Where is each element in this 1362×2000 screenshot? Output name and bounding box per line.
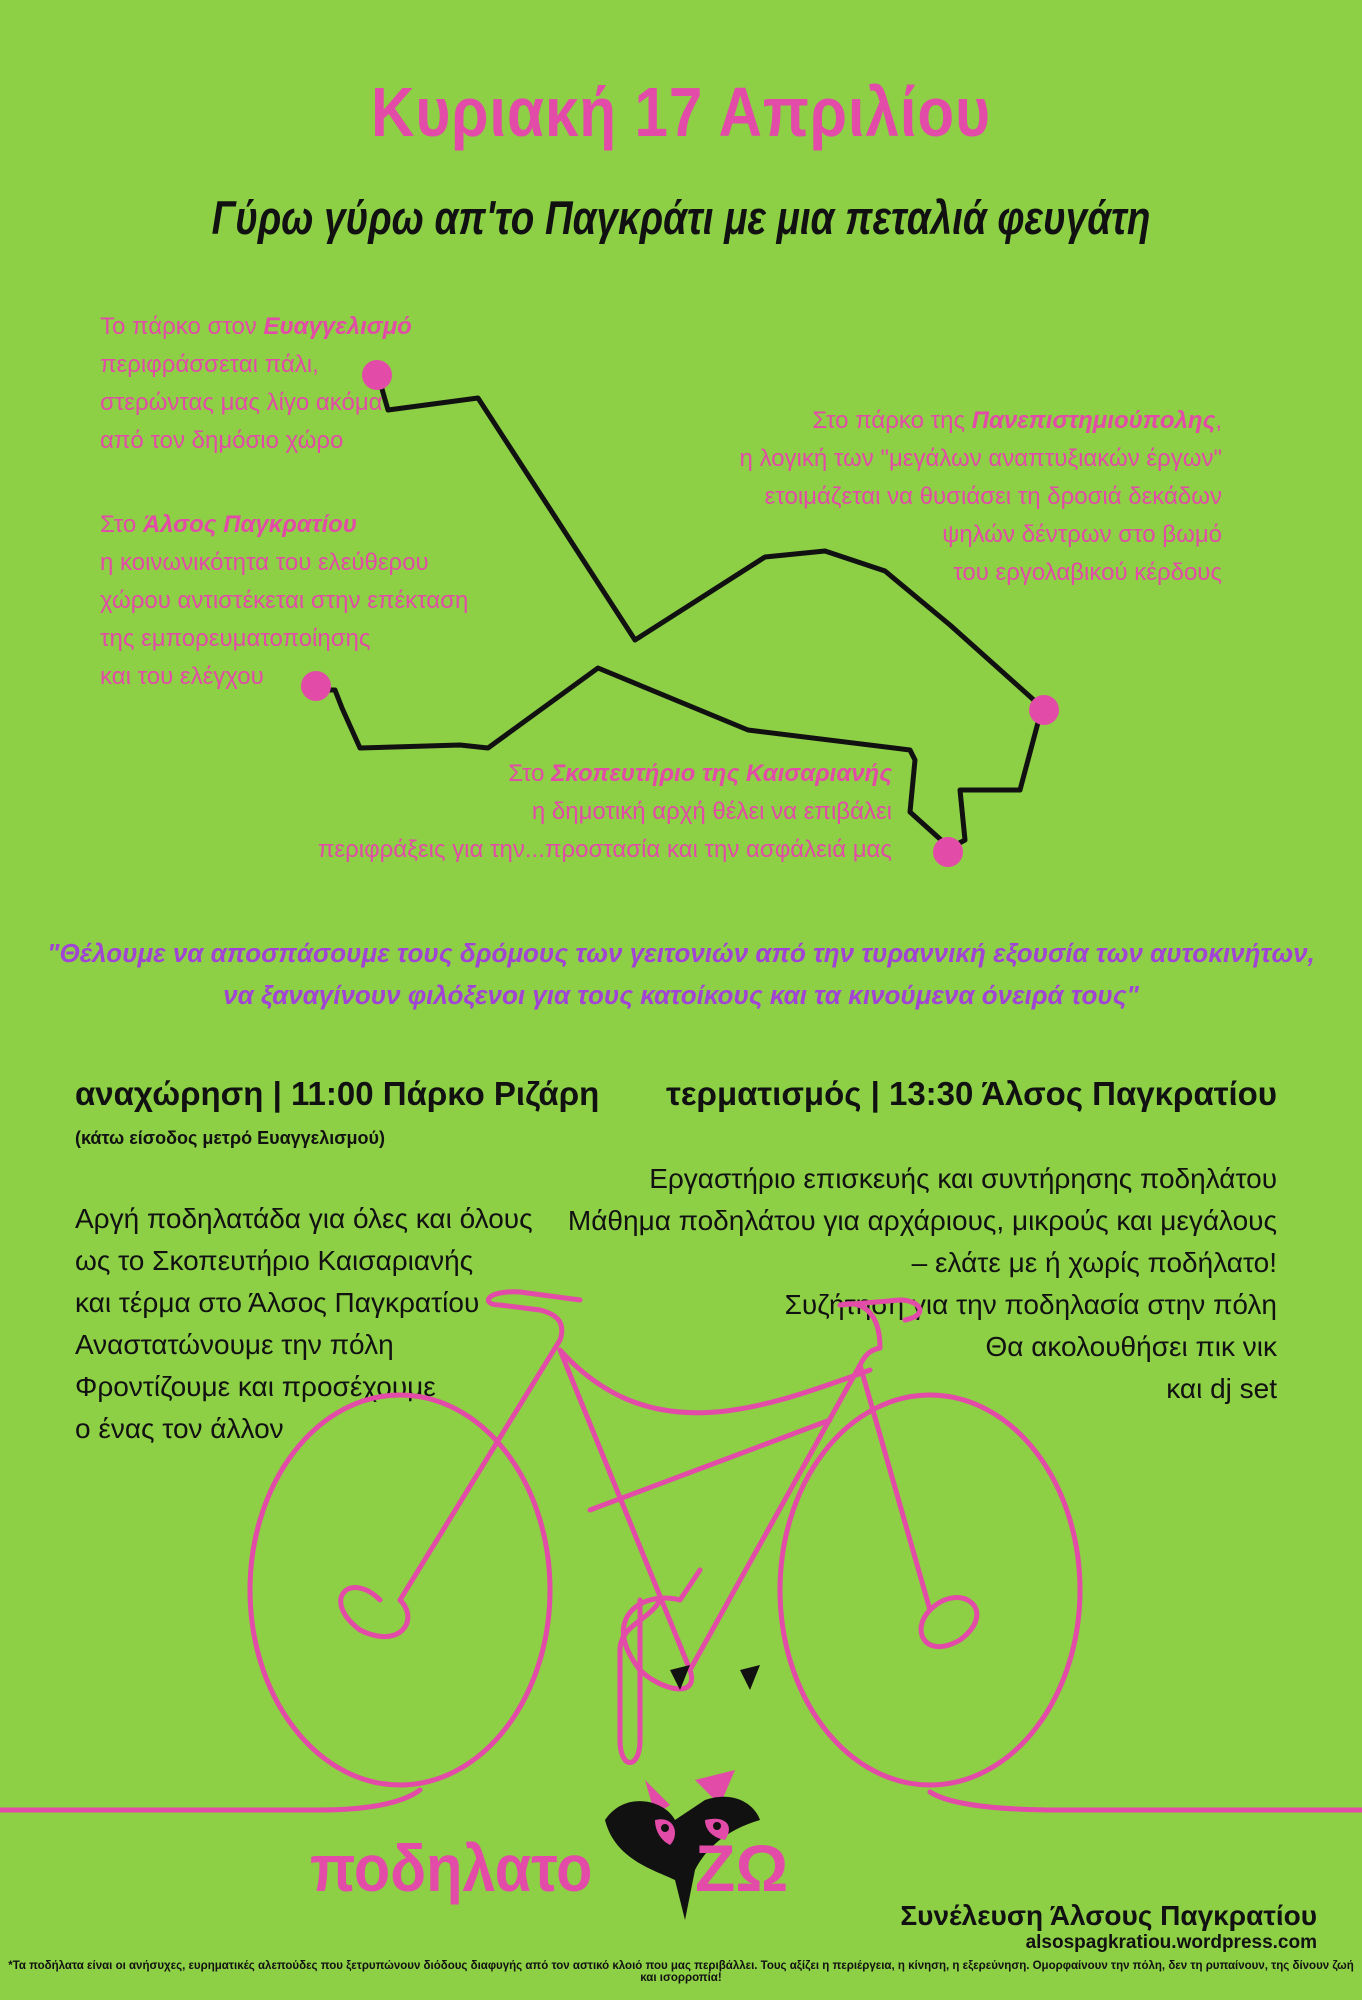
note-prefix: Στο — [100, 511, 143, 538]
place-name: Ευαγγελισμό — [263, 313, 412, 340]
note-suffix: , — [1215, 407, 1222, 434]
note-prefix: Στο — [508, 760, 552, 787]
page-subtitle: Γύρω γύρω απ'το Παγκράτι με μια πεταλιά φευγάτη — [211, 191, 1151, 244]
note-line: χώρου αντιστέκεται στην επέκταση — [100, 587, 469, 614]
place-name: Άλσος Παγκρατίου — [142, 511, 357, 538]
stop-panepistimioupoli-marker — [1029, 695, 1059, 725]
note-line: της εμπορευματοποίησης — [100, 625, 371, 652]
list-item: και τέρμα στο Άλσος Παγκρατίου — [75, 1287, 480, 1318]
note-line: περιφράξεις για την...προστασία και την ασφάλειά μας — [317, 836, 892, 863]
list-item: Θα ακολουθήσει πικ νικ — [985, 1331, 1277, 1362]
list-item: Εργαστήριο επισκευής και συντήρησης ποδηλάτου — [649, 1163, 1277, 1194]
list-item: ο ένας τον άλλον — [75, 1413, 284, 1444]
organizer-url: alsospagkratiou.wordpress.com — [1025, 1932, 1317, 1953]
rear-wheel — [250, 1395, 550, 1785]
brand-left: ποδηλατο — [310, 1831, 593, 1905]
note-line: στερώντας μας λίγο ακόμα — [100, 389, 383, 416]
note-alsos — [100, 506, 468, 696]
list-item: Αναστατώνουμε την πόλη — [75, 1329, 394, 1360]
note-line: και του ελέγχου — [100, 663, 264, 690]
departure-note: (κάτω είσοδος μετρό Ευαγγελισμού) — [75, 1128, 385, 1148]
list-item: και dj set — [1166, 1373, 1277, 1404]
note-line: η κοινωνικότητα του ελεύθερου — [100, 549, 429, 576]
organizer-name: Συνέλευση Άλσους Παγκρατίου — [900, 1900, 1317, 1931]
note-line: του εργολαβικού κέρδους — [953, 559, 1222, 586]
quote-line: "Θέλουμε να αποσπάσουμε τους δρόμους των γειτονιών από την τυραννική εξουσία των αυτοκινήτων, — [47, 938, 1315, 968]
bike-frame — [400, 1292, 930, 1689]
note-evangelismos — [100, 308, 412, 460]
note-line: η λογική των "μεγάλων αναπτυξιακών έργων" — [739, 445, 1222, 472]
place-name: Σκοπευτήριο της Καισαριανής — [551, 760, 892, 787]
stop-skopeftirio-marker — [933, 837, 963, 867]
footnote: *Τα ποδήλατα είναι οι ανήσυχες, ευρηματικές αλεπούδες που ξετρυπώνουν διόδους διαφυγής από τον αστικό κλοιό που μας περιβάλλει. Τους αξίζει η περιέργεια, η κίνηση, η εξερεύνηση. Ομορφαίνουν την πόλη, δεν τη ρυπαίνουν, της δίνουν ζωή και ισορροπία! — [8, 1960, 1354, 1984]
page-title: Κυριακή 17 Απριλίου — [371, 73, 991, 151]
brand-right: ΖΩ — [695, 1831, 789, 1905]
note-prefix: Το πάρκο στον — [100, 313, 264, 340]
note-line: ψηλών δέντρων στο βωμό — [942, 521, 1222, 548]
ground-line — [0, 1790, 420, 1810]
note-skopeftirio — [318, 755, 892, 869]
front-wheel — [780, 1395, 1080, 1785]
quote-line: να ξαναγίνουν φιλόξενοι για τους κατοίκους και τα κινούμενα όνειρά τους" — [223, 980, 1139, 1010]
manifesto-quote — [0, 932, 1362, 1016]
bicycle-illustration — [0, 1270, 1362, 1830]
place-name: Πανεπιστημιούπολης — [971, 407, 1216, 434]
departure-heading: αναχώρηση | 11:00 Πάρκο Ριζάρη — [75, 1075, 600, 1112]
finish-heading: τερματισμός | 13:30 Άλσος Παγκρατίου — [666, 1075, 1277, 1112]
note-panepistimioupoli — [740, 402, 1222, 592]
organizer — [900, 1900, 1317, 1954]
list-item: Φροντίζουμε και προσέχουμε — [75, 1371, 436, 1402]
note-line: περιφράσσεται πάλι, — [100, 351, 319, 378]
note-line: ετοιμάζεται να θυσιάσει τη δροσιά δεκάδων — [764, 483, 1222, 510]
list-item: Μάθημα ποδηλάτου για αρχάριους, μικρούς και μεγάλους — [567, 1205, 1277, 1236]
list-item: Συζήτηση για την ποδηλασία στην πόλη — [784, 1289, 1277, 1320]
list-item: – ελάτε με ή χωρίς ποδήλατο! — [911, 1247, 1277, 1278]
note-prefix: Στο πάρκο της — [812, 407, 972, 434]
note-line: η δημοτική αρχή θέλει να επιβάλει — [531, 798, 892, 825]
list-item: Αργή ποδηλατάδα για όλες και όλους — [75, 1203, 533, 1234]
note-line: από τον δημόσιο χώρο — [100, 427, 344, 454]
list-item: ως το Σκοπευτήριο Καισαριανής — [75, 1245, 474, 1276]
